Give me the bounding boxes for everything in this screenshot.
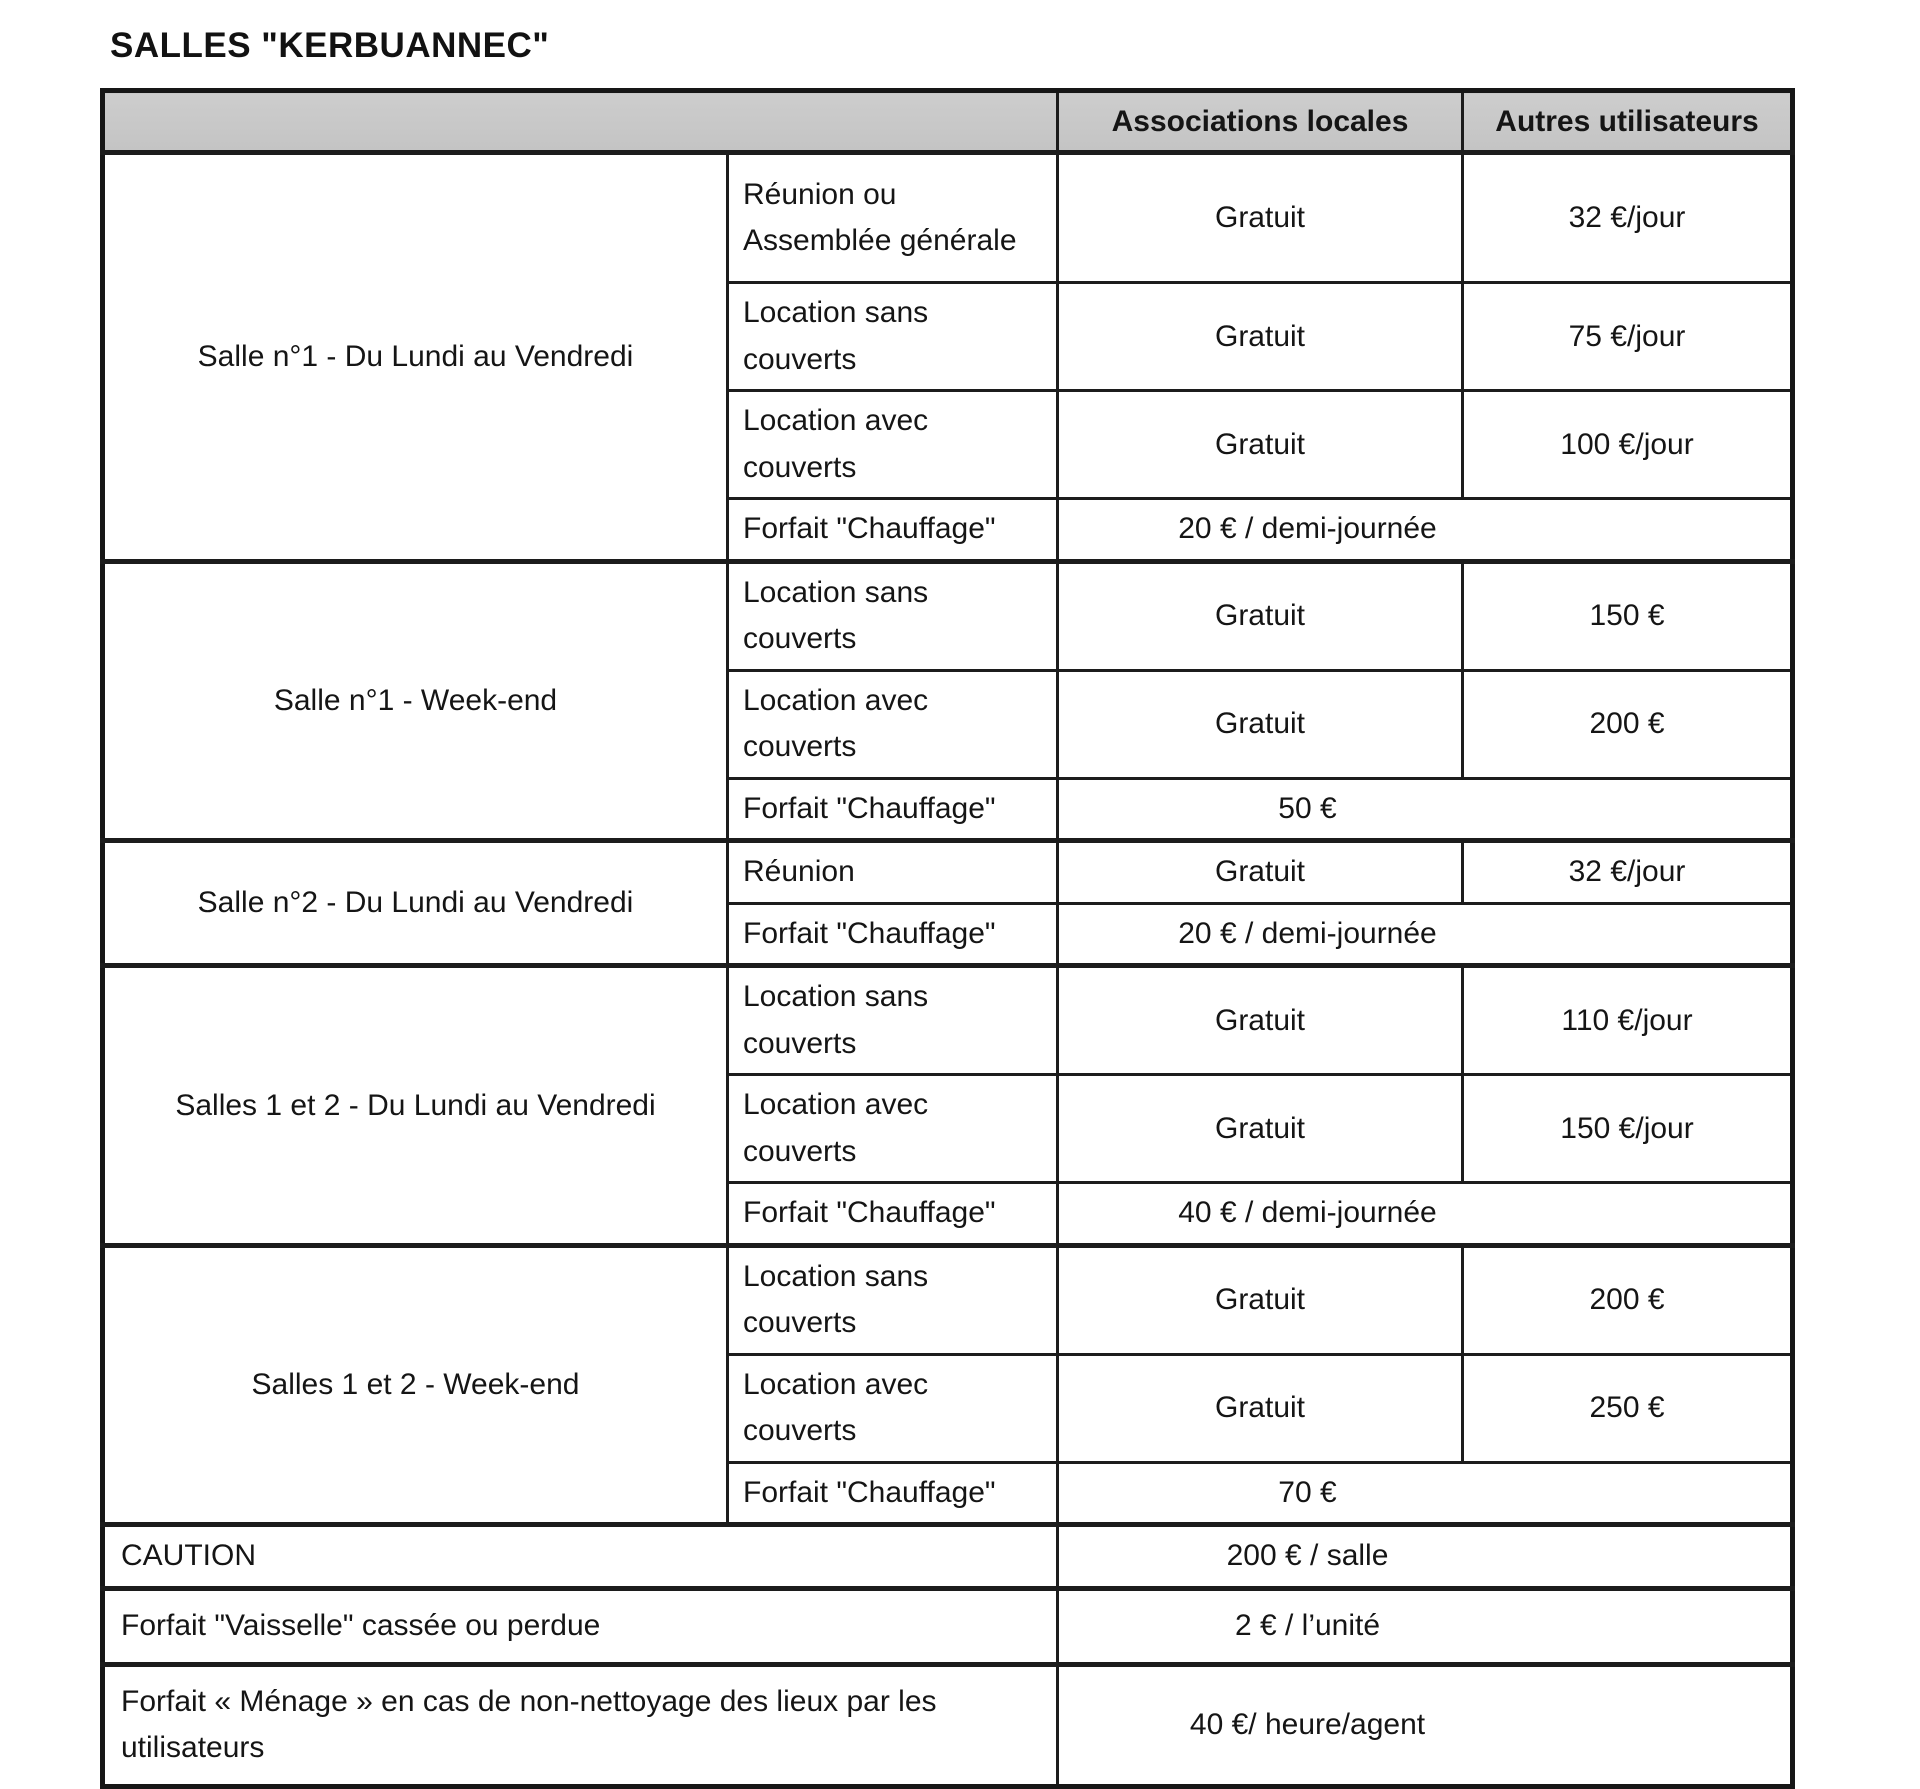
service-cell: Forfait "Chauffage" (728, 1462, 1058, 1525)
service-cell: Réunion ou Assemblée générale (728, 153, 1058, 283)
price-assoc-cell: Gratuit (1058, 561, 1463, 670)
price-assoc-cell: Gratuit (1058, 1354, 1463, 1462)
service-cell: Forfait "Chauffage" (728, 903, 1058, 966)
service-cell: Location sans couverts (728, 283, 1058, 391)
price-autres-cell: 200 € (1463, 670, 1793, 778)
price-assoc-cell: Gratuit (1058, 966, 1463, 1075)
room-cell: Salle n°1 - Week-end (103, 561, 728, 841)
table-row (103, 153, 1793, 283)
table-row (103, 1588, 1793, 1664)
header-autres-cell: Autres utilisateurs (1463, 91, 1793, 153)
service-cell: Forfait "Chauffage" (728, 499, 1058, 562)
room-cell: Salles 1 et 2 - Du Lundi au Vendredi (103, 966, 728, 1246)
price-autres-cell: 150 € (1463, 561, 1793, 670)
service-cell: Location avec couverts (728, 1354, 1058, 1462)
price-autres-cell: 32 €/jour (1463, 153, 1793, 283)
header-row (103, 91, 1793, 153)
price-assoc-cell: Gratuit (1058, 1075, 1463, 1183)
price-assoc-cell: Gratuit (1058, 1245, 1463, 1354)
price-assoc-cell: Gratuit (1058, 283, 1463, 391)
merged-price-cell: 70 € (1058, 1462, 1793, 1525)
price-assoc-cell: Gratuit (1058, 153, 1463, 283)
price-assoc-cell: Gratuit (1058, 670, 1463, 778)
room-cell: Salles 1 et 2 - Week-end (103, 1245, 728, 1525)
table-row (103, 966, 1793, 1075)
service-cell: Réunion (728, 841, 1058, 904)
page-title: SALLES "KERBUANNEC" (110, 26, 550, 65)
service-cell: Location sans couverts (728, 561, 1058, 670)
price-autres-cell: 100 €/jour (1463, 391, 1793, 499)
table-row (103, 1245, 1793, 1354)
footer-value-cell: 2 € / l’unité (1058, 1588, 1793, 1664)
footer-label-cell: CAUTION (103, 1525, 1058, 1589)
tariff-table (100, 88, 1795, 1789)
room-cell: Salle n°2 - Du Lundi au Vendredi (103, 841, 728, 966)
service-cell: Location sans couverts (728, 966, 1058, 1075)
table-row (103, 841, 1793, 904)
price-assoc-cell: Gratuit (1058, 841, 1463, 904)
service-cell: Location avec couverts (728, 1075, 1058, 1183)
service-cell: Location sans couverts (728, 1245, 1058, 1354)
price-autres-cell: 200 € (1463, 1245, 1793, 1354)
merged-price-cell: 20 € / demi-journée (1058, 903, 1793, 966)
room-cell: Salle n°1 - Du Lundi au Vendredi (103, 153, 728, 562)
header-empty-cell (103, 91, 1058, 153)
table-row (103, 561, 1793, 670)
price-autres-cell: 110 €/jour (1463, 966, 1793, 1075)
service-cell: Forfait "Chauffage" (728, 1183, 1058, 1246)
header-assoc-cell: Associations locales (1058, 91, 1463, 153)
merged-price-cell: 40 € / demi-journée (1058, 1183, 1793, 1246)
price-autres-cell: 250 € (1463, 1354, 1793, 1462)
service-cell: Forfait "Chauffage" (728, 778, 1058, 841)
price-assoc-cell: Gratuit (1058, 391, 1463, 499)
footer-value-cell: 40 €/ heure/agent (1058, 1664, 1793, 1786)
merged-price-cell: 50 € (1058, 778, 1793, 841)
service-cell: Location avec couverts (728, 391, 1058, 499)
table-row (103, 1664, 1793, 1786)
merged-price-cell: 20 € / demi-journée (1058, 499, 1793, 562)
price-autres-cell: 32 €/jour (1463, 841, 1793, 904)
footer-label-cell: Forfait « Ménage » en cas de non-nettoyage des lieux par les utilisateurs (103, 1664, 1058, 1786)
service-cell: Location avec couverts (728, 670, 1058, 778)
table-row (103, 1525, 1793, 1589)
footer-label-cell: Forfait "Vaisselle" cassée ou perdue (103, 1588, 1058, 1664)
footer-value-cell: 200 € / salle (1058, 1525, 1793, 1589)
price-autres-cell: 150 €/jour (1463, 1075, 1793, 1183)
price-autres-cell: 75 €/jour (1463, 283, 1793, 391)
